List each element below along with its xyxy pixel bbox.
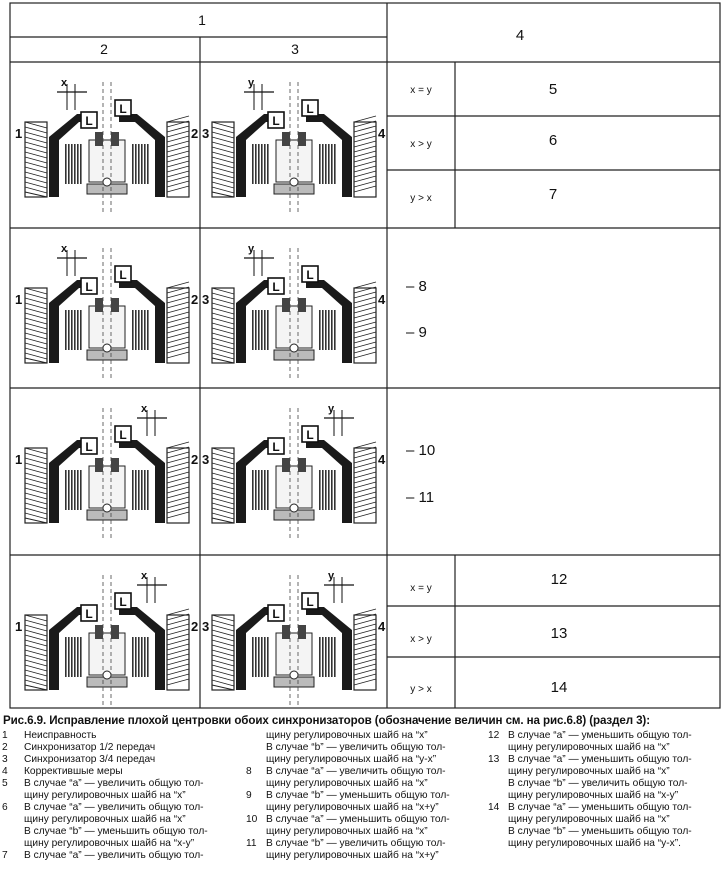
legend-item-text: щину регулировочных шайб на “х” <box>266 730 428 741</box>
legend-item-text: В случае “b” — увеличить общую тол- <box>266 838 446 850</box>
legend-item-number <box>246 850 266 862</box>
legend-item-number <box>246 778 266 790</box>
legend-item-number: 4 <box>2 766 8 778</box>
legend-item-number: 9 <box>246 790 252 802</box>
legend-item-text: щину регулировочных шайб на “х” <box>266 826 428 838</box>
diagram-label: L <box>272 440 280 454</box>
offset-label: y <box>248 77 255 89</box>
legend-item <box>488 802 721 814</box>
side-number-left: 3 <box>202 126 210 141</box>
legend-item <box>246 838 491 850</box>
legend-item <box>488 814 721 826</box>
side-number-right: 4 <box>378 126 386 141</box>
legend-item <box>246 802 491 814</box>
legend-item-number: 6 <box>2 802 8 814</box>
legend-item-number <box>2 838 24 850</box>
diagram-label: L <box>306 268 314 282</box>
legend-item <box>2 850 252 862</box>
side-number-right: 2 <box>191 619 199 634</box>
legend-column-2 <box>246 730 491 863</box>
side-number-right: 2 <box>191 292 199 307</box>
side-number-right: 4 <box>378 619 386 634</box>
legend-item-text: щину регулировочных шайб на “х” <box>508 742 670 754</box>
legend-item-number: 2 <box>2 742 8 754</box>
condition-label: x = y <box>410 583 432 594</box>
diagram-label: L <box>85 114 93 128</box>
legend-item <box>2 730 252 742</box>
offset-label: y <box>328 403 335 415</box>
legend-item <box>488 790 721 802</box>
legend-item <box>246 790 491 802</box>
legend-item <box>2 766 252 778</box>
legend-item-text: Неисправность <box>24 730 97 741</box>
legend-item <box>246 766 491 778</box>
diagram-label: L <box>119 428 127 442</box>
legend-item-number <box>246 742 266 754</box>
legend-item-text: щину регулировочных шайб на “х-у” <box>24 838 195 850</box>
legend-item-number <box>246 730 266 742</box>
offset-label: x <box>141 403 148 415</box>
legend-item-number <box>246 754 266 766</box>
diagram-label: L <box>306 428 314 442</box>
legend-column-3 <box>488 730 721 850</box>
legend-item-number: 1 <box>2 730 8 741</box>
legend-item-text: В случае “а” — увеличить общую тол- <box>266 766 446 778</box>
legend-item <box>488 778 721 790</box>
legend-item-number <box>488 742 508 754</box>
legend-item-number <box>488 766 508 778</box>
legend-item-text: В случае “а” — увеличить общую тол- <box>24 802 204 814</box>
legend-item-number <box>488 838 508 850</box>
legend-item <box>246 850 491 862</box>
legend-item <box>2 790 252 802</box>
diagram-label: L <box>306 102 314 116</box>
legend-item <box>488 766 721 778</box>
legend-item <box>246 730 491 742</box>
legend-item <box>246 754 491 766</box>
ref-number: – 8 <box>406 278 427 295</box>
offset-label: x <box>141 570 148 582</box>
synchronizer-diagram <box>15 570 198 705</box>
synchronizer-diagram <box>202 570 386 705</box>
legend-item <box>2 838 252 850</box>
legend-item-number <box>2 826 24 838</box>
condition-ref-number: 14 <box>550 679 568 696</box>
diagram-label: L <box>119 102 127 116</box>
side-number-left: 1 <box>15 126 23 141</box>
legend-item <box>488 826 721 838</box>
synchronizer-diagram <box>202 77 386 212</box>
condition-label: y > x <box>410 684 432 695</box>
side-number-left: 1 <box>15 619 23 634</box>
legend-item <box>246 814 491 826</box>
side-number-left: 3 <box>202 619 210 634</box>
diagram-label: L <box>272 607 280 621</box>
condition-ref-number: 13 <box>550 625 568 642</box>
side-number-left: 3 <box>202 292 210 307</box>
condition-label: y > x <box>410 193 432 204</box>
condition-ref-number: 12 <box>550 571 568 588</box>
legend-item-number: 8 <box>246 766 252 778</box>
legend-item-text: щину регулировочных шайб на “у-х”. <box>508 838 681 850</box>
diagram-label: L <box>306 595 314 609</box>
diagram-label: L <box>85 440 93 454</box>
legend-item-text: щину регулировочных шайб на “х-у” <box>508 790 679 802</box>
condition-ref-number: 6 <box>548 132 558 149</box>
legend-item-text: Синхронизатор 1/2 передач <box>24 742 156 754</box>
side-number-right: 2 <box>191 452 199 467</box>
side-number-left: 1 <box>15 452 23 467</box>
ref-number: – 11 <box>406 489 435 506</box>
synchronizer-diagram <box>15 403 198 538</box>
legend-item-text: В случае “а” — увеличить общую тол- <box>24 778 204 790</box>
legend-item-number <box>2 790 24 802</box>
diagram-label: L <box>119 268 127 282</box>
diagram-label: L <box>85 280 93 294</box>
side-number-right: 2 <box>191 126 199 141</box>
synchronizer-diagram <box>15 77 198 212</box>
legend-item-number <box>246 802 266 814</box>
legend-item-number <box>246 826 266 838</box>
offset-label: y <box>248 243 255 255</box>
legend-item <box>488 730 721 742</box>
legend-item-text: щину регулировочных шайб на “х” <box>24 790 186 802</box>
legend-item <box>488 838 721 850</box>
legend-item-number <box>488 778 508 790</box>
offset-label: x <box>61 243 68 255</box>
side-number-left: 3 <box>202 452 210 467</box>
diagram-label: L <box>272 280 280 294</box>
legend-item-number: 11 <box>246 838 257 850</box>
legend-item <box>246 778 491 790</box>
legend-item <box>2 742 252 754</box>
legend-item-number: 14 <box>488 802 500 814</box>
offset-label: x <box>61 77 68 89</box>
legend-item-text: щину регулировочных шайб на “х” <box>266 778 428 790</box>
legend-item <box>246 826 491 838</box>
legend-item-text: В случае “b” — увеличить общую тол- <box>266 742 446 754</box>
figure-caption: Рис.6.9. Исправление плохой центровки обоих синхронизаторов (обозначение величин см. на рис.6.8) (раздел 3): <box>3 714 650 727</box>
diagram-label: L <box>85 607 93 621</box>
condition-label: x > y <box>410 634 432 645</box>
legend-item-number <box>2 814 24 826</box>
side-number-left: 1 <box>15 292 23 307</box>
legend-item-number <box>488 790 508 802</box>
header-col3-number: 3 <box>291 41 299 57</box>
legend-item-text: щину регулировочных шайб на “х+у” <box>266 850 439 862</box>
condition-ref-number: 7 <box>548 186 558 203</box>
legend-item-text: В случае “а” — увеличить общую тол- <box>24 850 204 862</box>
condition-label: x > y <box>410 139 432 150</box>
diagram-label: L <box>119 595 127 609</box>
synchronizer-diagram <box>15 243 198 378</box>
legend-item-number <box>488 826 508 838</box>
legend-item-text: В случае “а” — уменьшить общую тол- <box>508 754 692 766</box>
legend-item-number: 7 <box>2 850 8 862</box>
side-number-right: 4 <box>378 292 386 307</box>
synchronizer-diagram <box>202 243 386 378</box>
legend-column-1 <box>2 730 252 863</box>
header-col4-number: 4 <box>515 27 525 44</box>
header-group-number: 1 <box>198 12 206 28</box>
legend-item-text: щину регулировочных шайб на “х+у” <box>266 802 439 814</box>
legend-item-number: 12 <box>488 730 500 741</box>
legend-item-text: В случае “а” — уменьшить общую тол- <box>266 814 450 826</box>
legend-item-number: 3 <box>2 754 8 766</box>
legend-item-text: В случае “b” — уменьшить общую тол- <box>266 790 450 802</box>
legend-item <box>488 742 721 754</box>
legend-item-text: В случае “b” — увеличить общую тол- <box>508 778 688 790</box>
ref-number: – 9 <box>406 324 427 341</box>
legend-item-text: щину регулировочных шайб на “у-х” <box>266 754 437 766</box>
legend-item <box>2 814 252 826</box>
header-col2-number: 2 <box>100 41 108 57</box>
legend-item <box>2 754 252 766</box>
legend-item-number: 13 <box>488 754 500 766</box>
synchronizer-diagram <box>202 403 386 538</box>
side-number-right: 4 <box>378 452 386 467</box>
condition-ref-number: 5 <box>548 81 558 98</box>
legend-item-text: щину регулировочных шайб на “х” <box>508 814 670 826</box>
legend-item <box>2 778 252 790</box>
legend-item-text: В случае “b” — уменьшить общую тол- <box>508 826 692 838</box>
legend-item <box>2 826 252 838</box>
legend-item-number: 10 <box>246 814 258 826</box>
legend-item-number: 5 <box>2 778 8 790</box>
legend-item-text: В случае “а” — уменьшить общую тол- <box>508 802 692 814</box>
offset-label: y <box>328 570 335 582</box>
legend-item <box>2 802 252 814</box>
legend-item-text: Корректившые меры <box>24 766 123 778</box>
ref-number: – 10 <box>406 442 436 459</box>
condition-label: x = y <box>410 85 432 96</box>
legend-item-text: щину регулировочных шайб на “х” <box>24 814 186 826</box>
legend-item-text: В случае “b” — уменьшить общую тол- <box>24 826 208 838</box>
legend-item-text: щину регулировочных шайб на “х” <box>508 766 670 778</box>
legend-item <box>246 742 491 754</box>
legend-item-text: Синхронизатор 3/4 передач <box>24 754 156 766</box>
legend-item <box>488 754 721 766</box>
legend-item-number <box>488 814 508 826</box>
legend-item-text: В случае “а” — уменьшить общую тол- <box>508 730 692 741</box>
diagram-label: L <box>272 114 280 128</box>
